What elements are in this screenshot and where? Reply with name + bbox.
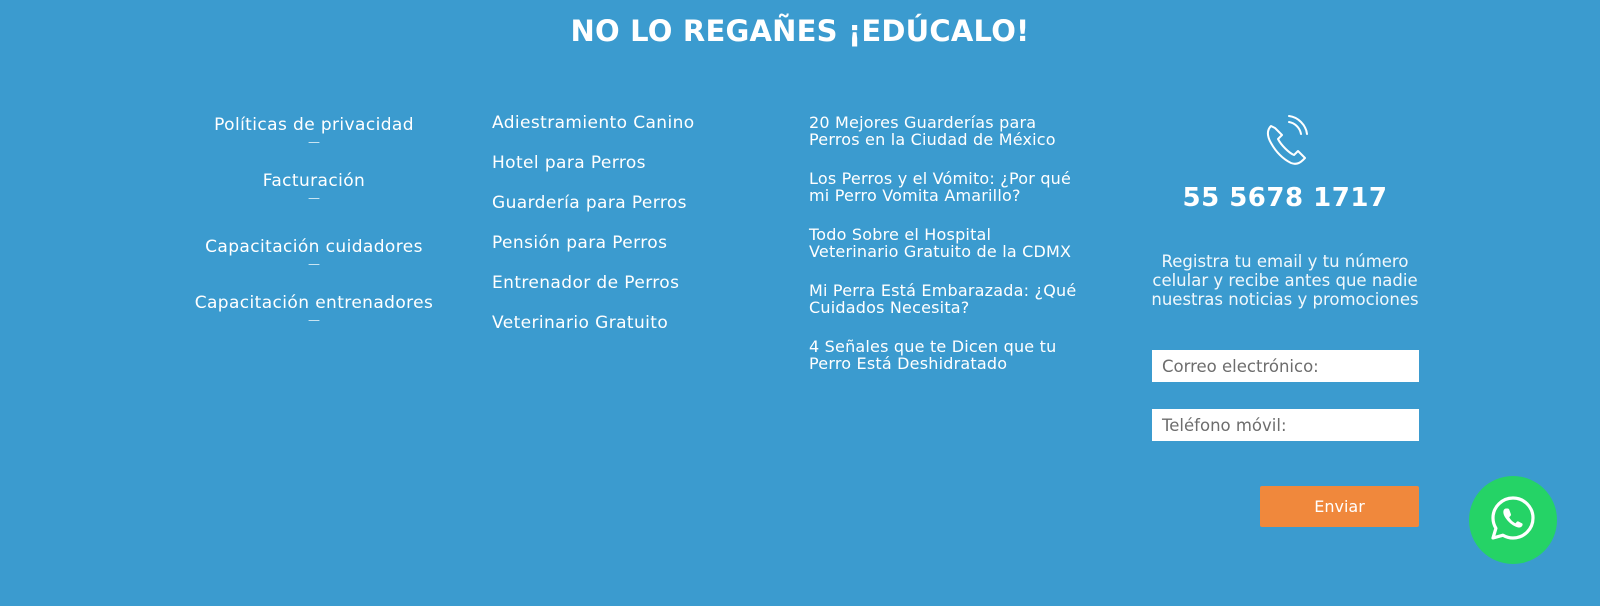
legal-links-column (174, 114, 454, 348)
blog-post-title-line: 20 Mejores Guarderías para (809, 113, 1037, 132)
mobile-phone-field[interactable] (1152, 409, 1419, 441)
separator: — (308, 135, 320, 149)
billing-link[interactable]: Facturación (262, 171, 366, 191)
signup-text-line: celular y recibe antes que nadie (1152, 271, 1418, 290)
page-title: NO LO REGAÑES ¡EDÚCALO! (570, 14, 1030, 48)
separator: — (308, 191, 320, 205)
services-column (492, 112, 782, 352)
submit-button[interactable]: Enviar (1260, 486, 1419, 527)
blog-posts-column (809, 114, 1109, 394)
caregiver-training-link[interactable]: Capacitación cuidadores (205, 237, 423, 257)
separator: — (308, 257, 320, 271)
blog-post-link[interactable] (809, 226, 1109, 282)
service-link[interactable]: Hotel para Perros (492, 153, 646, 173)
blog-post-title-line: Todo Sobre el Hospital (809, 225, 992, 244)
blog-post-title-line: mi Perro Vomita Amarillo? (809, 186, 1021, 205)
email-placeholder: Correo electrónico: (1162, 356, 1319, 376)
separator: — (308, 313, 320, 327)
blog-post-link[interactable] (809, 282, 1109, 338)
signup-text-line: nuestras noticias y promociones (1151, 290, 1419, 309)
signup-description (1135, 252, 1435, 309)
email-field[interactable] (1152, 350, 1419, 382)
phone-icon (1261, 114, 1311, 166)
blog-post-link[interactable] (809, 338, 1109, 394)
service-link[interactable]: Entrenador de Perros (492, 273, 680, 293)
service-link[interactable]: Adiestramiento Canino (492, 113, 695, 133)
service-link[interactable]: Veterinario Gratuito (492, 313, 669, 333)
service-link[interactable]: Guardería para Perros (492, 193, 687, 213)
trainer-training-link[interactable]: Capacitación entrenadores (194, 293, 434, 313)
blog-post-title-line: Cuidados Necesita? (809, 298, 970, 317)
blog-post-link[interactable] (809, 170, 1109, 226)
blog-post-title-line: 4 Señales que te Dicen que tu (809, 337, 1057, 356)
privacy-policy-link[interactable]: Políticas de privacidad (214, 115, 414, 135)
blog-post-title-line: Perro Está Deshidratado (809, 354, 1008, 373)
blog-post-title-line: Los Perros y el Vómito: ¿Por qué (809, 169, 1072, 188)
blog-post-title-line: Veterinario Gratuito de la CDMX (809, 242, 1072, 261)
blog-post-link[interactable] (809, 114, 1109, 170)
signup-text-line: Registra tu email y tu número (1161, 252, 1409, 271)
whatsapp-icon (1489, 494, 1537, 546)
whatsapp-button[interactable] (1469, 476, 1557, 564)
blog-post-title-line: Perros en la Ciudad de México (809, 130, 1056, 149)
phone-number[interactable]: 55 5678 1717 (1182, 183, 1388, 213)
blog-post-title-line: Mi Perra Está Embarazada: ¿Qué (809, 281, 1077, 300)
service-link[interactable]: Pensión para Perros (492, 233, 668, 253)
phone-placeholder: Teléfono móvil: (1162, 415, 1287, 435)
